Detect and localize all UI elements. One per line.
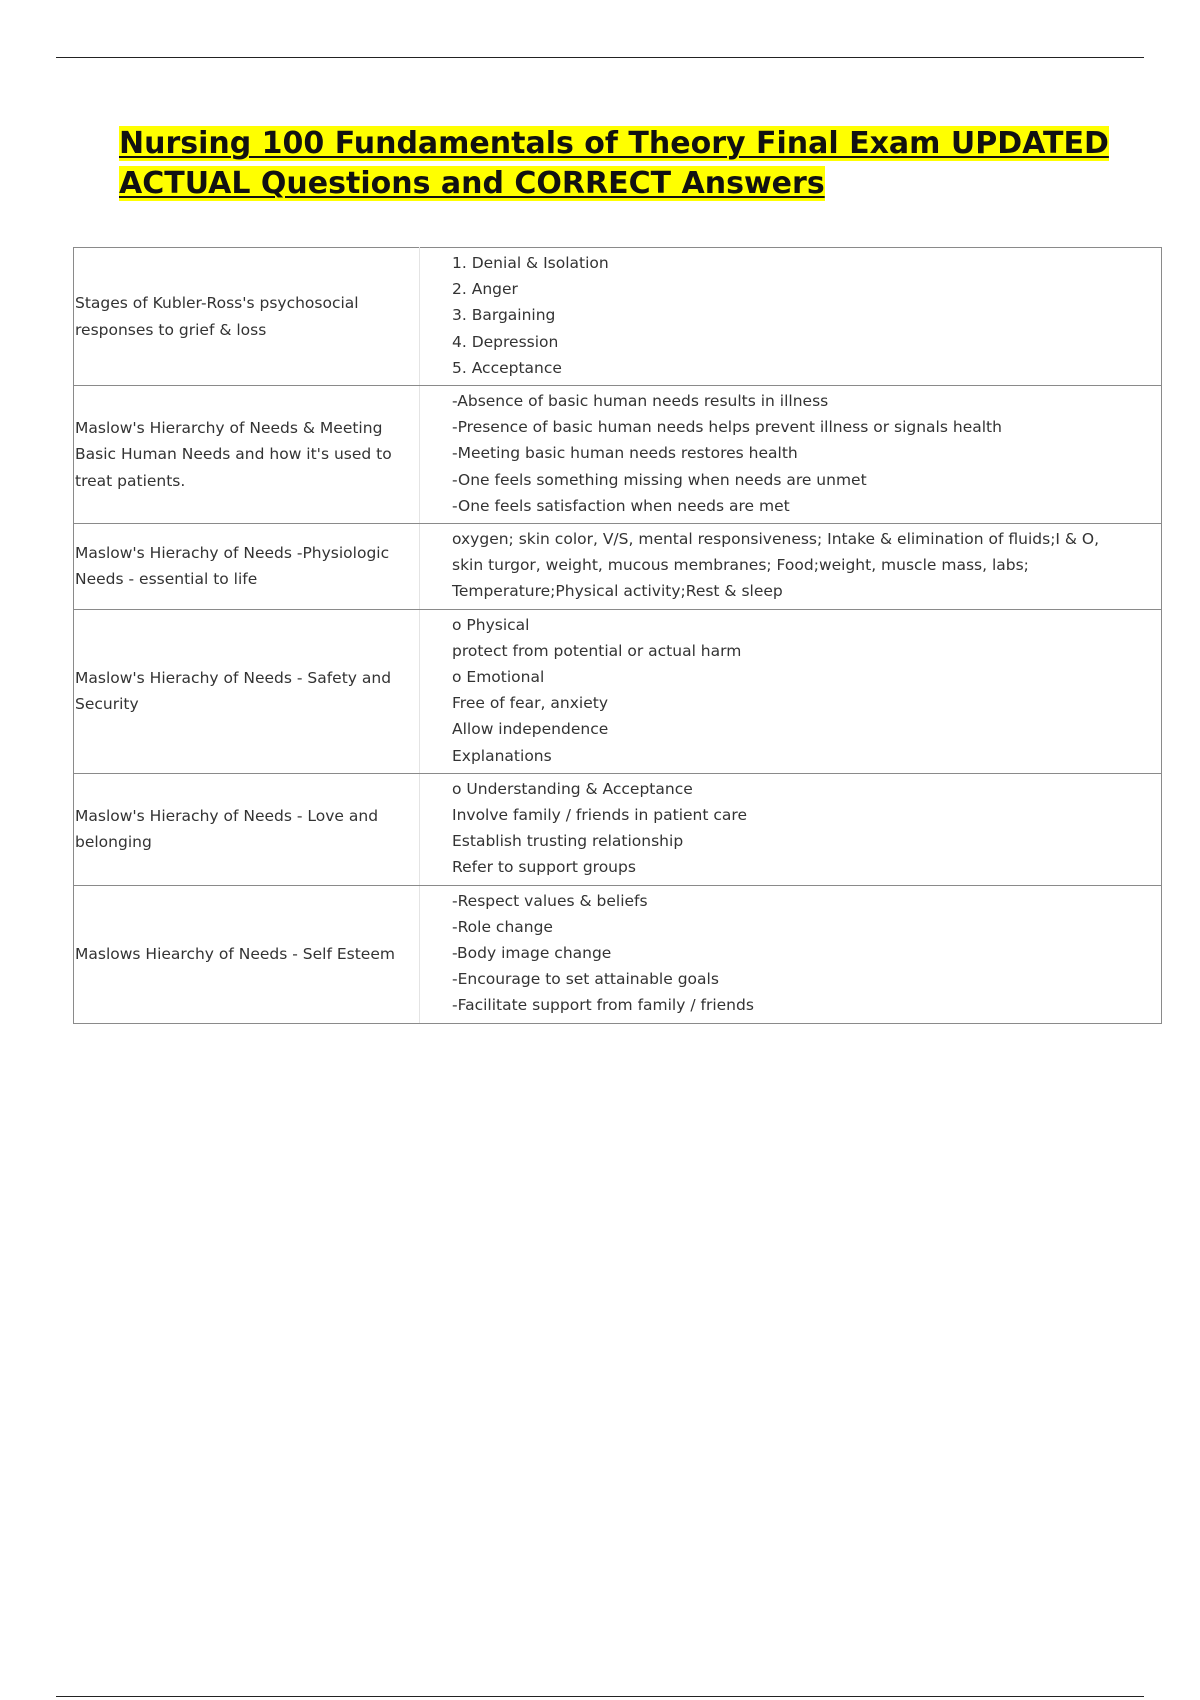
answer-line: -Presence of basic human needs helps prevent illness or signals health bbox=[452, 418, 1002, 437]
answer-line: -Role change bbox=[452, 917, 553, 936]
answer-line: o Understanding & Acceptance bbox=[452, 779, 693, 798]
question-cell: Stages of Kubler-Ross's psychosocial responses to grief & loss bbox=[74, 248, 420, 386]
answer-cell bbox=[420, 248, 1162, 386]
table-row bbox=[74, 386, 1162, 524]
question-cell: Maslows Hiearchy of Needs - Self Esteem bbox=[74, 885, 420, 1023]
document-title bbox=[119, 124, 1119, 204]
answer-line: Involve family / friends in patient care bbox=[452, 806, 747, 825]
answer-line: -Respect values & beliefs bbox=[452, 891, 648, 910]
answer-line: Refer to support groups bbox=[452, 858, 636, 877]
answer-cell bbox=[420, 773, 1162, 885]
qa-table bbox=[73, 247, 1162, 1024]
answer-line: 4. Depression bbox=[452, 332, 559, 351]
answer-cell bbox=[420, 609, 1162, 773]
table-row bbox=[74, 773, 1162, 885]
answer-line: 2. Anger bbox=[452, 280, 518, 299]
answer-line: o Physical bbox=[452, 615, 530, 634]
answer-cell bbox=[420, 885, 1162, 1023]
document-title-text: Nursing 100 Fundamentals of Theory Final Exam UPDATED ACTUAL Questions and CORRECT Answers bbox=[119, 126, 1109, 201]
bottom-rule bbox=[56, 1696, 1144, 1697]
top-rule bbox=[56, 57, 1144, 58]
question-cell: Maslow's Hierachy of Needs -Physiologic Needs - essential to life bbox=[74, 524, 420, 610]
answer-line: Establish trusting relationship bbox=[452, 832, 684, 851]
question-cell: Maslow's Hierarchy of Needs & Meeting Basic Human Needs and how it's used to treat patients. bbox=[74, 386, 420, 524]
table-row bbox=[74, 524, 1162, 610]
answer-line: oxygen; skin color, V/S, mental responsiveness; Intake & elimination of fluids;I & O, bbox=[452, 530, 1100, 549]
answer-line: -Absence of basic human needs results in illness bbox=[452, 392, 829, 411]
table-row bbox=[74, 248, 1162, 386]
answer-line: protect from potential or actual harm bbox=[452, 641, 742, 660]
answer-line: o Emotional bbox=[452, 668, 545, 687]
answer-line: 5. Acceptance bbox=[452, 358, 562, 377]
answer-line: Allow independence bbox=[452, 720, 609, 739]
answer-line: skin turgor, weight, mucous membranes; Food;weight, muscle mass, labs; bbox=[452, 556, 1029, 575]
table-row bbox=[74, 885, 1162, 1023]
question-cell: Maslow's Hierachy of Needs - Love and belonging bbox=[74, 773, 420, 885]
answer-line: -One feels something missing when needs are unmet bbox=[452, 470, 867, 489]
answer-line: -Body image change bbox=[452, 944, 612, 963]
table-row bbox=[74, 609, 1162, 773]
answer-cell bbox=[420, 524, 1162, 610]
answer-line: 1. Denial & Isolation bbox=[452, 254, 609, 272]
answer-line: -Encourage to set attainable goals bbox=[452, 970, 719, 989]
answer-line: 3. Bargaining bbox=[452, 306, 556, 325]
answer-cell bbox=[420, 386, 1162, 524]
answer-line: Free of fear, anxiety bbox=[452, 694, 608, 713]
answer-line: Temperature;Physical activity;Rest & sleep bbox=[452, 582, 783, 601]
answer-line: -One feels satisfaction when needs are met bbox=[452, 496, 790, 515]
question-cell: Maslow's Hierachy of Needs - Safety and Security bbox=[74, 609, 420, 773]
answer-line: -Facilitate support from family / friends bbox=[452, 996, 754, 1015]
answer-line: -Meeting basic human needs restores health bbox=[452, 444, 798, 463]
answer-line: Explanations bbox=[452, 746, 552, 765]
